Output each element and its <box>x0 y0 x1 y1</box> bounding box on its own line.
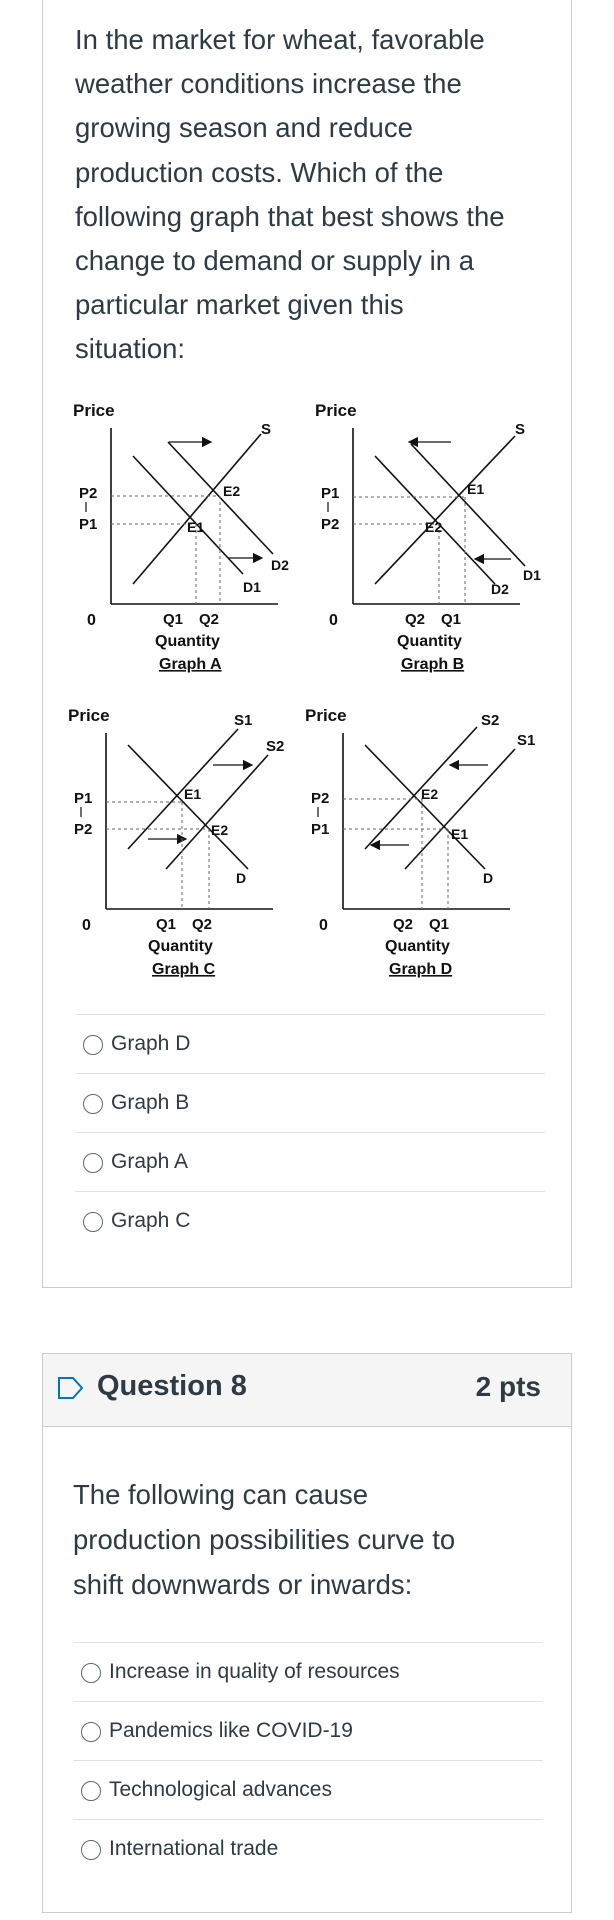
demand-label: D <box>483 870 494 886</box>
radio-button[interactable] <box>83 1212 103 1232</box>
p-bottom-label: P2 <box>74 821 93 838</box>
supply-2-label: S2 <box>266 738 285 755</box>
price-axis-label: Price <box>305 706 347 725</box>
supply-label: S <box>261 421 272 438</box>
question-header <box>43 1354 571 1427</box>
demand-1-label: D1 <box>243 579 261 595</box>
answer-option[interactable] <box>73 1760 543 1819</box>
supply-line <box>133 434 261 584</box>
answer-option[interactable] <box>73 1642 543 1701</box>
demand-2-label: D2 <box>271 557 289 573</box>
question-title: Question 8 <box>97 1370 247 1402</box>
radio-button[interactable] <box>83 1094 103 1114</box>
answer-option[interactable] <box>75 1191 545 1250</box>
q-left-label: Q1 <box>163 611 184 628</box>
q-left-label: Q1 <box>156 916 177 933</box>
quantity-axis-label: Quantity <box>397 633 462 650</box>
origin-label: 0 <box>87 612 96 629</box>
q-right-label: Q1 <box>429 916 450 933</box>
question-8-text: The following can cause production possibilities curve to shift downwards or inwards: <box>73 1479 456 1600</box>
eq-2-label: E2 <box>421 786 439 802</box>
supply-label: S <box>515 421 526 438</box>
eq-1-label: E1 <box>184 786 202 802</box>
radio-button[interactable] <box>83 1153 103 1173</box>
question-8-card <box>42 1353 572 1913</box>
radio-button[interactable] <box>81 1840 101 1860</box>
origin-label: 0 <box>319 917 328 934</box>
graph-b <box>315 401 541 673</box>
quantity-axis-label: Quantity <box>148 938 213 955</box>
demand-2-label: D2 <box>491 581 509 597</box>
bookmark-icon[interactable] <box>57 1376 85 1400</box>
radio-button[interactable] <box>81 1663 101 1683</box>
eq-2-label: E2 <box>211 822 229 838</box>
demand-1-label: D1 <box>523 567 541 583</box>
p-top-label: P2 <box>311 790 330 807</box>
answer-label[interactable]: Pandemics like COVID-19 <box>109 1719 353 1742</box>
answer-label[interactable]: Increase in quality of resources <box>109 1660 400 1683</box>
graph-c <box>68 706 284 978</box>
graph-b-title: Graph B <box>401 656 465 673</box>
answer-label[interactable]: Graph C <box>111 1209 191 1232</box>
graph-a-title: Graph A <box>159 656 222 673</box>
p-top-label: P1 <box>321 485 340 502</box>
graph-c-title: Graph C <box>152 961 216 978</box>
question-8-answers <box>73 1642 543 1878</box>
eq-1-label: E1 <box>451 826 469 842</box>
answer-option[interactable] <box>75 1132 545 1191</box>
p-bottom-label: P2 <box>321 516 340 533</box>
p-top-label: P2 <box>79 485 98 502</box>
q-left-label: Q2 <box>393 916 414 933</box>
q-left-label: Q2 <box>405 611 426 628</box>
graph-a <box>73 401 289 673</box>
question-7-answers <box>75 1014 545 1250</box>
origin-label: 0 <box>329 612 338 629</box>
eq-1-label: E1 <box>187 519 205 535</box>
eq-2-label: E2 <box>425 519 443 535</box>
origin-label: 0 <box>82 917 91 934</box>
q-right-label: Q2 <box>192 916 213 933</box>
graph-d <box>305 706 535 978</box>
demand-label: D <box>236 870 247 886</box>
radio-button[interactable] <box>81 1722 101 1742</box>
answer-label[interactable]: International trade <box>109 1837 279 1860</box>
eq-1-label: E1 <box>467 481 485 497</box>
answer-option[interactable] <box>75 1014 545 1073</box>
question-7-card <box>42 0 572 1288</box>
radio-button[interactable] <box>81 1781 101 1801</box>
supply-demand-graphs <box>68 394 553 984</box>
graph-d-title: Graph D <box>389 961 453 978</box>
question-points: 2 pts <box>475 1371 541 1402</box>
price-axis-label: Price <box>68 706 110 725</box>
quantity-axis-label: Quantity <box>385 938 450 955</box>
answer-label[interactable]: Graph D <box>111 1032 191 1055</box>
q-right-label: Q1 <box>441 611 462 628</box>
price-axis-label: Price <box>73 401 115 420</box>
supply-1-label: S1 <box>517 732 536 749</box>
p-bottom-label: P1 <box>79 516 98 533</box>
radio-button[interactable] <box>83 1035 103 1055</box>
answer-label[interactable]: Technological advances <box>109 1778 332 1801</box>
answer-option[interactable] <box>75 1073 545 1132</box>
p-bottom-label: P1 <box>311 821 330 838</box>
answer-label[interactable]: Graph B <box>111 1091 190 1114</box>
p-top-label: P1 <box>74 790 93 807</box>
supply-2-label: S2 <box>481 712 500 729</box>
answer-option[interactable] <box>73 1819 543 1878</box>
eq-2-label: E2 <box>223 483 241 499</box>
q-right-label: Q2 <box>199 611 220 628</box>
quantity-axis-label: Quantity <box>155 633 220 650</box>
answer-option[interactable] <box>73 1701 543 1760</box>
supply-1-label: S1 <box>234 712 253 729</box>
answer-label[interactable]: Graph A <box>111 1150 189 1173</box>
price-axis-label: Price <box>315 401 357 420</box>
question-7-text: In the market for wheat, favorable weather conditions increase the growing season and reduce production costs. Which of the following graph that best shows the change to demand or supply in a particular market given this situation: <box>75 24 505 365</box>
